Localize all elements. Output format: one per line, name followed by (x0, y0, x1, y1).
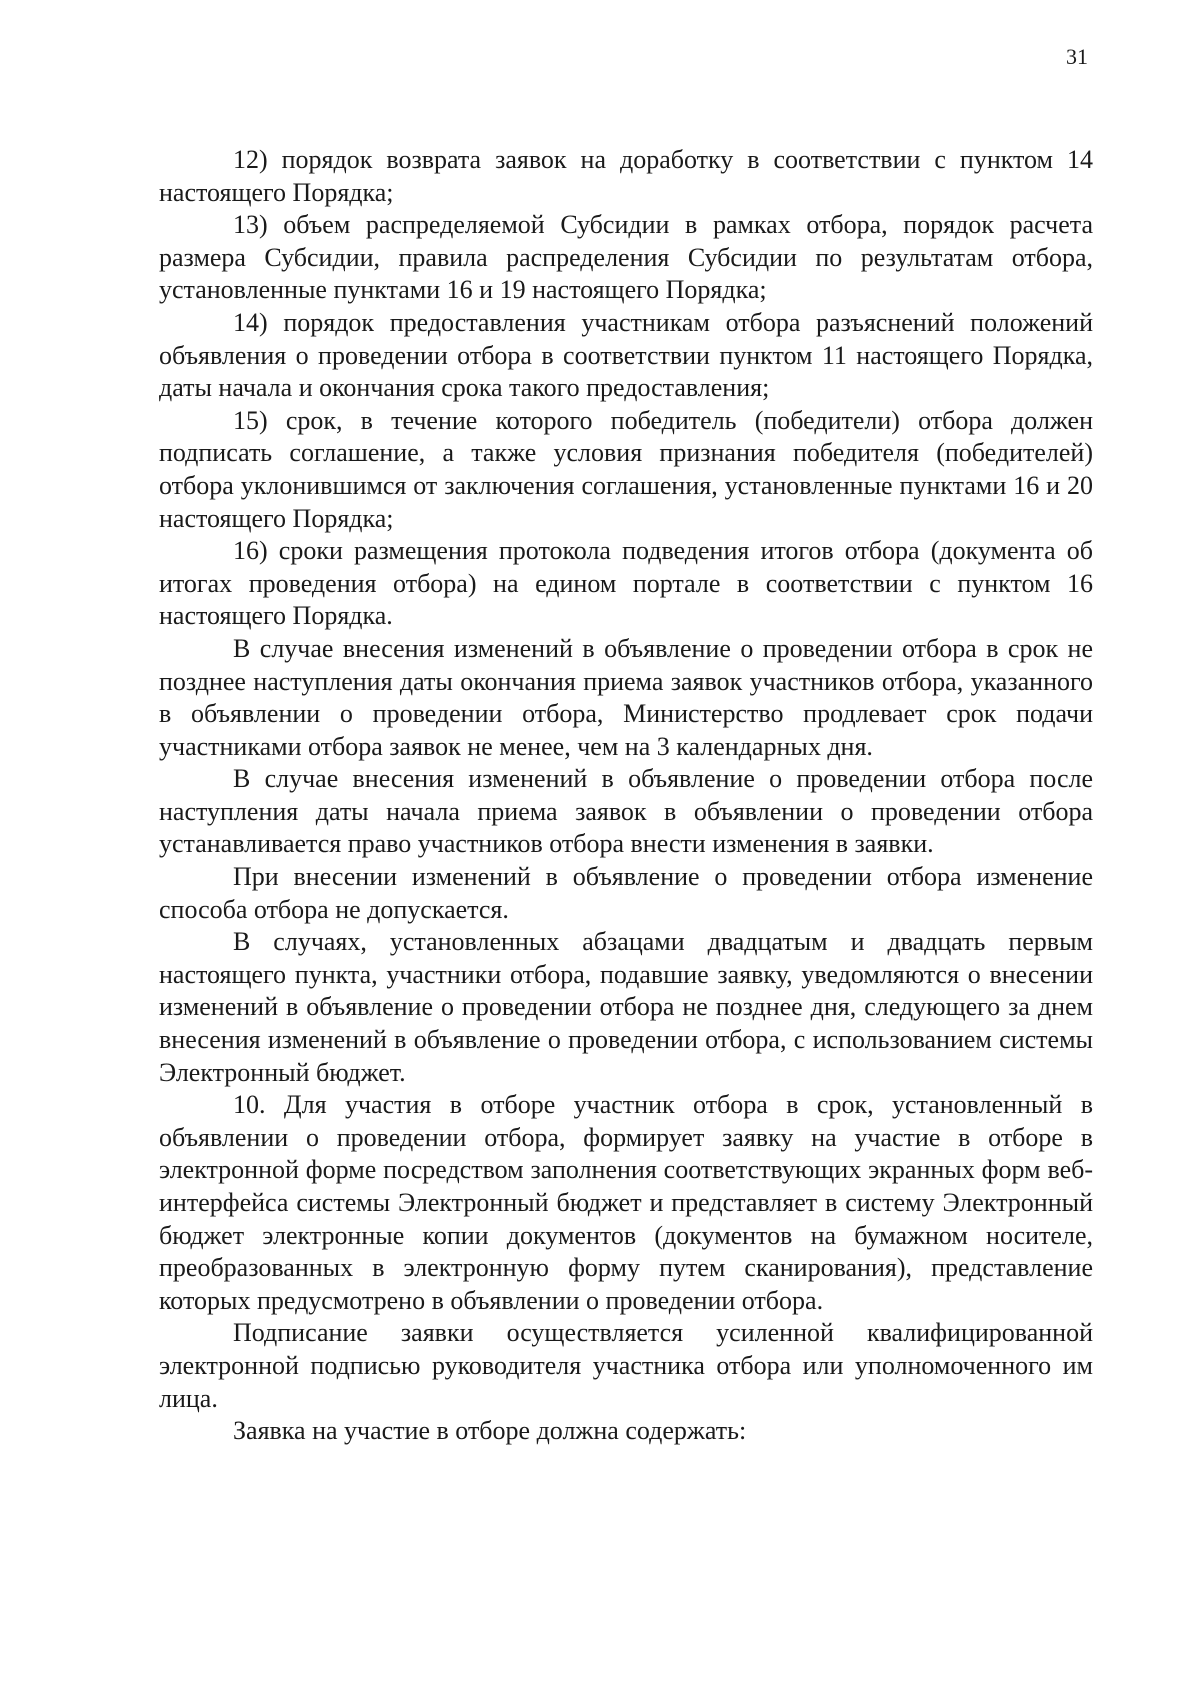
page-number: 31 (1066, 44, 1088, 69)
paragraph-item-15: 15) срок, в течение которого победитель (победители) отбора должен подписать соглашение, а также условия признания победителя (победителей) отбора уклонившимся от заключения соглашения, установленные пунктами 16 и 20 настоящего Порядка; (159, 405, 1093, 533)
paragraph-signature: Подписание заявки осуществляется усиленной квалифицированной электронной подписью руководителя участника отбора или уполномоченного им лица. (159, 1318, 1093, 1413)
paragraph-section-10: 10. Для участия в отборе участник отбора в срок, установленный в объявлении о проведении отбора, формирует заявку на участие в отборе в электронной форме посредством заполнения соответствующих экранных форм веб-интерфейса системы Электронный бюджет и представляет в систему Электронный бюджет электронные копии документов (документов на бумажном носителе, преобразованных в электронную форму путем сканирования), представление которых предусмотрено в объявлении о проведении отбора. (159, 1090, 1093, 1315)
paragraph-notification: В случаях, установленных абзацами двадцатым и двадцать первым настоящего пункта, участники отбора, подавшие заявку, уведомляются о внесении изменений в объявление о проведении отбора не позднее дня, следующего за днем внесения изменений в объявление о проведении отбора, с использованием системы Электронный бюджет. (159, 927, 1093, 1087)
paragraph-application-contents: Заявка на участие в отборе должна содержать: (233, 1416, 747, 1446)
paragraph-amendment-deadline: В случае внесения изменений в объявление о проведении отбора в срок не позднее наступления даты окончания приема заявок участников отбора, указанного в объявлении о проведении отбора, Министерство продлевает срок подачи участниками отбора заявок не менее, чем на 3 календарных дня. (159, 633, 1093, 761)
document-body (159, 144, 1093, 1448)
paragraph-item-12: 12) порядок возврата заявок на доработку в соответствии с пунктом 14 настоящего Порядка; (159, 145, 1093, 207)
paragraph-item-14: 14) порядок предоставления участникам отбора разъяснений положений объявления о проведении отбора в соответствии пунктом 11 настоящего Порядка, даты начала и окончания срока такого предоставления; (159, 307, 1093, 403)
paragraph-item-16: 16) сроки размещения протокола подведения итогов отбора (документа об итогах проведения отбора) на едином портале в соответствии с пунктом 16 настоящего Порядка. (159, 536, 1093, 631)
paragraph-amendment-after-start: В случае внесения изменений в объявление о проведении отбора после наступления даты начала приема заявок в объявлении о проведении отбора устанавливается право участников отбора внести изменения в заявки. (159, 764, 1093, 859)
paragraph-method-change: При внесении изменений в объявление о проведении отбора изменение способа отбора не допускается. (159, 862, 1093, 924)
paragraph-item-13: 13) объем распределяемой Субсидии в рамках отбора, порядок расчета размера Субсидии, правила распределения Субсидии по результатам отбора, установленные пунктами 16 и 19 настоящего Порядка; (159, 210, 1093, 305)
